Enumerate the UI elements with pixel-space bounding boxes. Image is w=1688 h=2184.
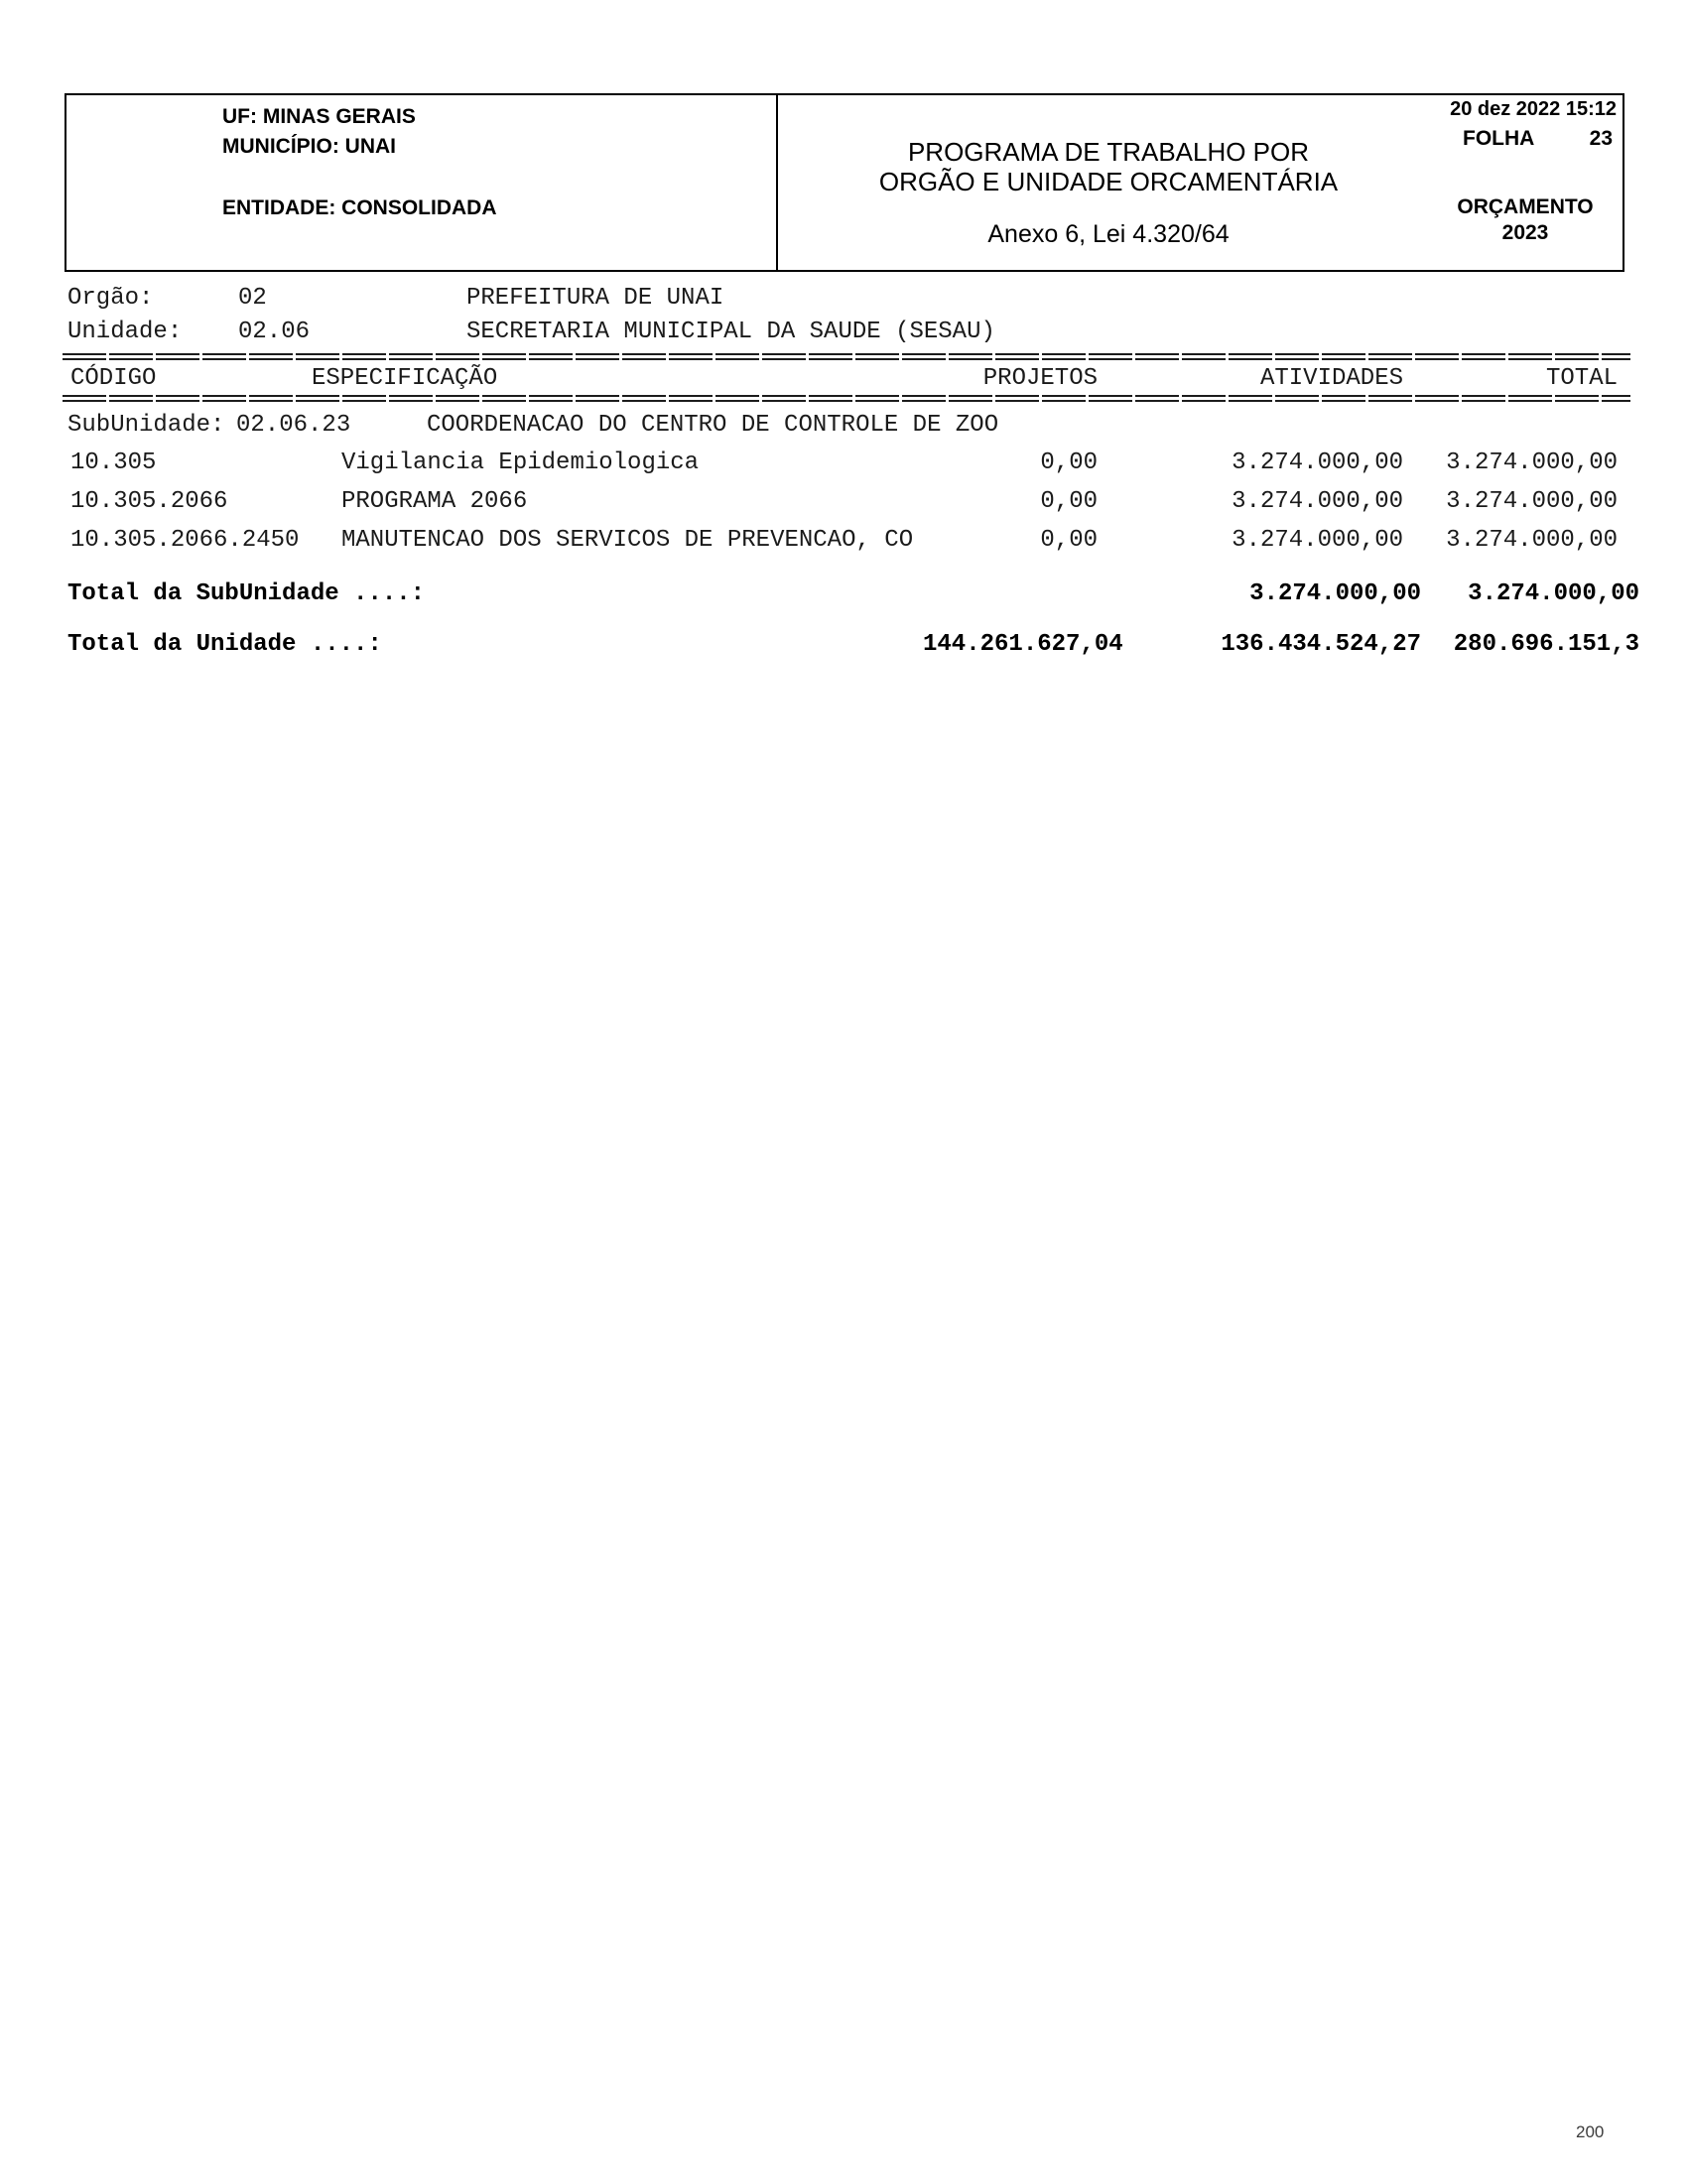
row-projetos: 0,00 — [1040, 527, 1098, 554]
subunidade-name: COORDENACAO DO CENTRO DE CONTROLE DE ZOO — [427, 412, 999, 439]
row-atividades: 3.274.000,00 — [1232, 450, 1403, 476]
row-projetos: 0,00 — [1040, 488, 1098, 515]
column-header-total: TOTAL — [1545, 365, 1618, 392]
total-total: 3.274.000,00 — [1468, 580, 1639, 607]
total-atividades: 3.274.000,00 — [1249, 580, 1421, 607]
column-header-atividades: ATIVIDADES — [1259, 365, 1403, 392]
orgao-name: PREFEITURA DE UNAI — [466, 285, 724, 312]
total-projetos: 144.261.627,04 — [923, 631, 1123, 658]
row-projetos: 0,00 — [1040, 450, 1098, 476]
orcamento-label: ORÇAMENTO — [1457, 195, 1594, 218]
subunidade-code: 02.06.23 — [236, 412, 351, 439]
table-header-rule — [63, 395, 1630, 403]
orcamento-block — [1436, 194, 1615, 246]
total-atividades: 136.434.524,27 — [1221, 631, 1421, 658]
row-code: 10.305 — [70, 450, 157, 476]
report-title-line1: PROGRAMA DE TRABALHO POR — [907, 137, 1310, 167]
total-label: Total da SubUnidade ....: — [67, 580, 426, 607]
report-subtitle: Anexo 6, Lei 4.320/64 — [987, 220, 1230, 248]
total-label: Total da Unidade ....: — [67, 631, 382, 658]
subunidade-row — [0, 411, 1688, 441]
table-header-row — [0, 364, 1688, 394]
column-header-codigo: CÓDIGO — [70, 365, 157, 392]
rule-line — [63, 400, 1630, 402]
row-total: 3.274.000,00 — [1446, 488, 1618, 515]
orgao-label: Orgão: — [67, 285, 154, 312]
header-right-panel — [1325, 95, 1623, 270]
print-timestamp: 20 dez 2022 15:12 — [1450, 98, 1617, 120]
table-row — [0, 526, 1688, 556]
orgao-row — [0, 284, 1688, 314]
row-spec: PROGRAMA 2066 — [341, 488, 528, 515]
column-header-especificacao: ESPECIFICAÇÃO — [312, 365, 498, 392]
unidade-total-row — [0, 630, 1688, 660]
report-title-line2: ORGÃO E UNIDADE ORCAMENTÁRIA — [878, 167, 1339, 196]
footer-page-number: 200 — [1576, 2122, 1605, 2141]
folha-label: FOLHA — [1463, 127, 1535, 150]
subunidade-label: SubUnidade: — [67, 412, 225, 439]
uf-label: UF: MINAS GERAIS — [222, 105, 416, 128]
row-total: 3.274.000,00 — [1446, 527, 1618, 554]
rule-line — [63, 358, 1630, 360]
rule-line — [63, 353, 1630, 355]
unidade-label: Unidade: — [67, 319, 183, 345]
row-spec: Vigilancia Epidemiologica — [341, 450, 700, 476]
unidade-row — [0, 318, 1688, 347]
column-header-projetos: PROJETOS — [982, 365, 1098, 392]
header-left-panel — [222, 95, 758, 270]
orgao-code: 02 — [238, 285, 267, 312]
total-total: 280.696.151,3 — [1453, 631, 1639, 658]
table-top-rule — [63, 353, 1630, 361]
table-row — [0, 449, 1688, 478]
entidade-label: ENTIDADE: CONSOLIDADA — [222, 196, 497, 219]
row-total: 3.274.000,00 — [1446, 450, 1618, 476]
folha-number: 23 — [1589, 127, 1613, 150]
unidade-code: 02.06 — [238, 319, 311, 345]
header-divider — [776, 95, 778, 270]
row-spec: MANUTENCAO DOS SERVICOS DE PREVENCAO, CO — [341, 527, 914, 554]
row-atividades: 3.274.000,00 — [1232, 488, 1403, 515]
orcamento-year: 2023 — [1501, 221, 1549, 244]
subunidade-total-row — [0, 579, 1688, 609]
row-atividades: 3.274.000,00 — [1232, 527, 1403, 554]
rule-line — [63, 395, 1630, 397]
report-header-box — [65, 93, 1624, 272]
table-row — [0, 487, 1688, 517]
row-code: 10.305.2066 — [70, 488, 228, 515]
unidade-name: SECRETARIA MUNICIPAL DA SAUDE (SESAU) — [466, 319, 995, 345]
row-code: 10.305.2066.2450 — [70, 527, 300, 554]
municipio-label: MUNICÍPIO: UNAI — [222, 135, 396, 158]
